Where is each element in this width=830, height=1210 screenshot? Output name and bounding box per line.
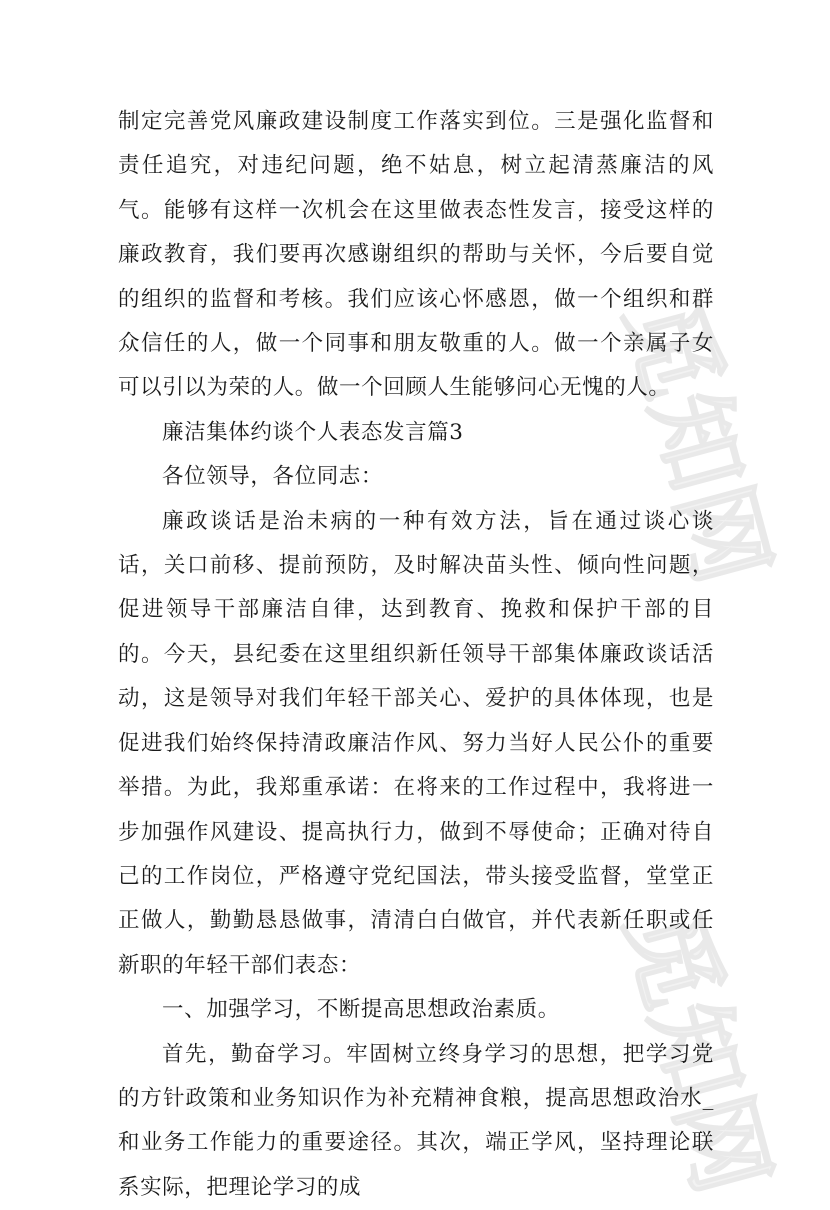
section-heading: 廉洁集体约谈个人表态发言篇3	[162, 419, 464, 445]
document-body	[118, 100, 714, 1210]
watermark-text-lower: 觅知网	[605, 897, 789, 1206]
paragraph-continuation: 制定完善党风廉政建设制度工作落实到位。三是强化监督和责任追究，对违纪问题，绝不姑息，树立起清蒸廉洁的风气。能够有这样一次机会在这里做表态性发言，接受这样的廉政教育，我们要再次感谢组织的帮助与关怀，今后要自觉的组织的监督和考核。我们应该心怀感恩，做一个组织和群众信任的人，做一个同事和朋友敬重的人。做一个亲属子女可以引以为荣的人。做一个回顾人生能够问心无愧的人。	[118, 109, 714, 401]
paragraph-study: 首先，勤奋学习。牢固树立终身学习的思想，把学习党的方针政策和业务知识作为补充精神食粮，提高思想政治水_和业务工作能力的重要途径。其次，端正学风，坚持理论联系实际，把理论学习的成	[118, 1041, 714, 1200]
subheading-study: 一、加强学习，不断提高思想政治素质。	[162, 997, 560, 1023]
salutation: 各位领导，各位同志：	[162, 464, 384, 490]
paragraph-body: 廉政谈话是治未病的一种有效方法，旨在通过谈心谈话，关口前移、提前预防，及时解决苗头性、倾向性问题，促进领导干部廉洁自律，达到教育、挽救和保护干部的目的。今天，县纪委在这里组织新任领导干部集体廉政谈话活动，这是领导对我们年轻干部关心、爱护的具体体现，也是促进我们始终保持清政廉洁作风、努力当好人民公仆的重要举措。为此，我郑重承诺：在将来的工作过程中，我将进一步加强作风建设、提高执行力，做到不辱使命；正确对待自己的工作岗位，严格遵守党纪国法，带头接受监督，堂堂正正做人，勤勤恳恳做事，清清白白做官，并代表新任职或任新职的年轻干部们表态：	[118, 508, 714, 978]
watermark-text: 觅知网	[605, 287, 789, 596]
